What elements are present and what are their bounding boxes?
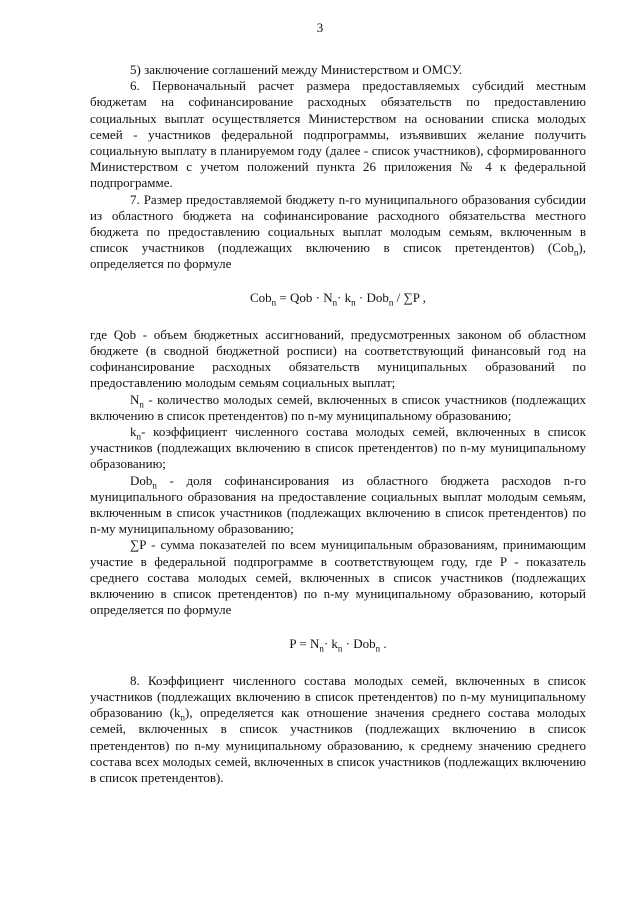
formula-cob: Cob$_n$ = Qob · $N_n\cdot k_n \cdot Dob_n / \sum P$ , [249, 289, 427, 308]
paragraph-6: 6. Первоначальный расчет размера предоставляемых субсидий местным бюджетам на софинансирование расходных обязательств по предоставлению социальных выплат осуществляется Министерством на основании списка молодых семей - участников федеральной подпрограммы, изъявивших желание получить социальную выплату в планируемом году (далее - список участников), сформированного Министерством с учетом положений пункта 26 приложения № 4 к федеральной подпрограмме. [90, 78, 586, 191]
definition-nn: $N_n$ - количество молодых семей, включенных в список участников (подлежащих включению в список претендентов) по n-му муниципальному образованию; [90, 391, 586, 423]
page-number: 3 [316, 20, 324, 35]
definition-qob: где Qob - объем бюджетных ассигнований, предусмотренных законом об областном бюджете (в сводной бюджетной росписи) на соответствующий финансовый год на софинансирование расходных обязательств муниципальных образований по предоставлению молодым семьям социальных выплат; [90, 326, 586, 391]
definition-sum-p: ∑P - сумма показателей по всем муниципальным образованиям, принимающим участие в федеральной подпрограмме в соответствующем году, где P - показатель среднего состава молодых семей, включенных в список участников (подлежащих включению в список претендентов) по n-му муниципальному образованию, который определяется по формуле [90, 537, 586, 618]
definition-dob: Dob$_n$ - доля софинансирования из областного бюджета расходов n-го муниципального образования на предоставление социальных выплат молодым семьям, включенным в список участников (подлежащих включению в список претендентов) по n-му муниципальному образованию; [90, 472, 586, 537]
document-body [90, 62, 586, 786]
formula-p: $P = N_n\cdot k_n \cdot Dob_n$ . [289, 635, 387, 654]
definition-kn: $k_n-$ коэффициент численного состава молодых семей, включенных в список участников (подлежащих включению в список претендентов) по n-му муниципальному образованию; [90, 424, 586, 472]
paragraph-7: 7. Размер предоставляемой бюджету n-го муниципального образования субсидии из областного бюджета на софинансирование расходного обязательства местного бюджета по предоставлению социальных выплат молодым семьям, включенным в список участников (подлежащих включению в список претендентов) (Cob$_n$), определяется по формуле [90, 191, 586, 272]
paragraph-8: 8. Коэффициент численного состава молодых семей, включенных в список участников (подлежащих включению в список претендентов) по n-му муниципальному образованию $(k_n)$, определяется как отношение значения среднего состава молодых семей, включенных в список участников (подлежащих включению в список претендентов) по n-му муниципальному образованию, к среднему значению среднего состава всех молодых семей, включенных в список участников (подлежащих включению в список претендентов). [90, 672, 586, 785]
item-5: 5) заключение соглашений между Министерством и ОМСУ. [130, 62, 463, 77]
